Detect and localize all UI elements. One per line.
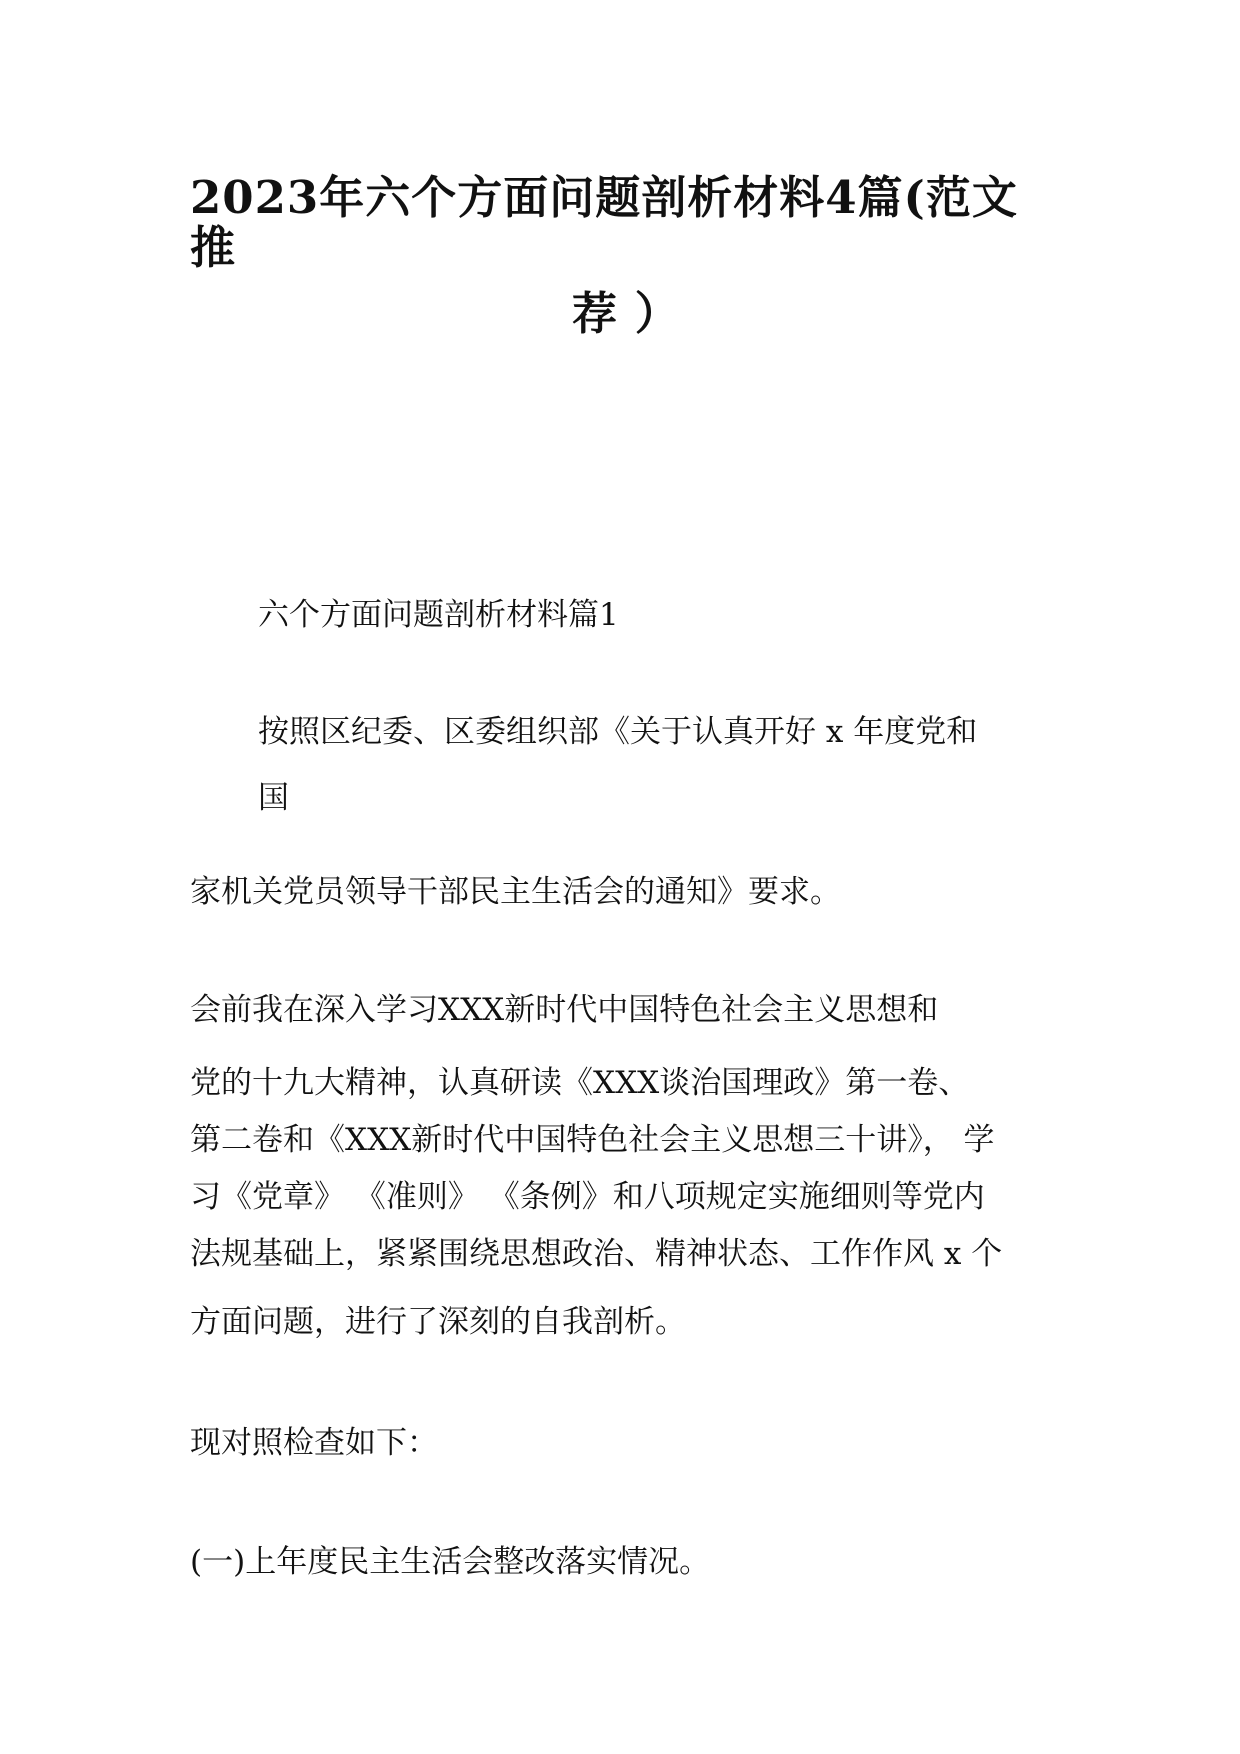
paragraph-line: 方面问题，进行了深刻的自我剖析。 xyxy=(190,1304,686,1340)
document-title-line-2: 推 xyxy=(190,221,237,274)
paragraph-line: 国 xyxy=(258,780,289,816)
document-title-line-3: 荐 ） xyxy=(572,287,681,340)
paragraph-line: 会前我在深入学习XXX新时代中国特色社会主义思想和 xyxy=(190,992,939,1028)
paragraph-line: 党的十九大精神，认真研读《XXX谈治国理政》第一卷、 xyxy=(190,1065,970,1101)
section-heading: 六个方面问题剖析材料篇1 xyxy=(258,597,619,633)
paragraph-line: 按照区纪委、区委组织部《关于认真开好 x 年度党和 xyxy=(258,714,978,750)
paragraph-line: 第二卷和《XXX新时代中国特色社会主义思想三十讲》， 学 xyxy=(190,1122,995,1158)
paragraph-line: 现对照检查如下： xyxy=(190,1425,438,1461)
paragraph-line: 家机关党员领导干部民主生活会的通知》要求。 xyxy=(190,874,841,910)
paragraph-line: (一)上年度民主生活会整改落实情况。 xyxy=(190,1544,711,1580)
paragraph-line: 习《党章》 《准则》 《条例》和八项规定实施细则等党内 xyxy=(190,1179,985,1215)
paragraph-line: 法规基础上，紧紧围绕思想政治、精神状态、工作作风 x 个 xyxy=(190,1236,1003,1272)
document-title-line-1: 2023年六个方面问题剖析材料4篇(范文 xyxy=(190,171,1018,224)
